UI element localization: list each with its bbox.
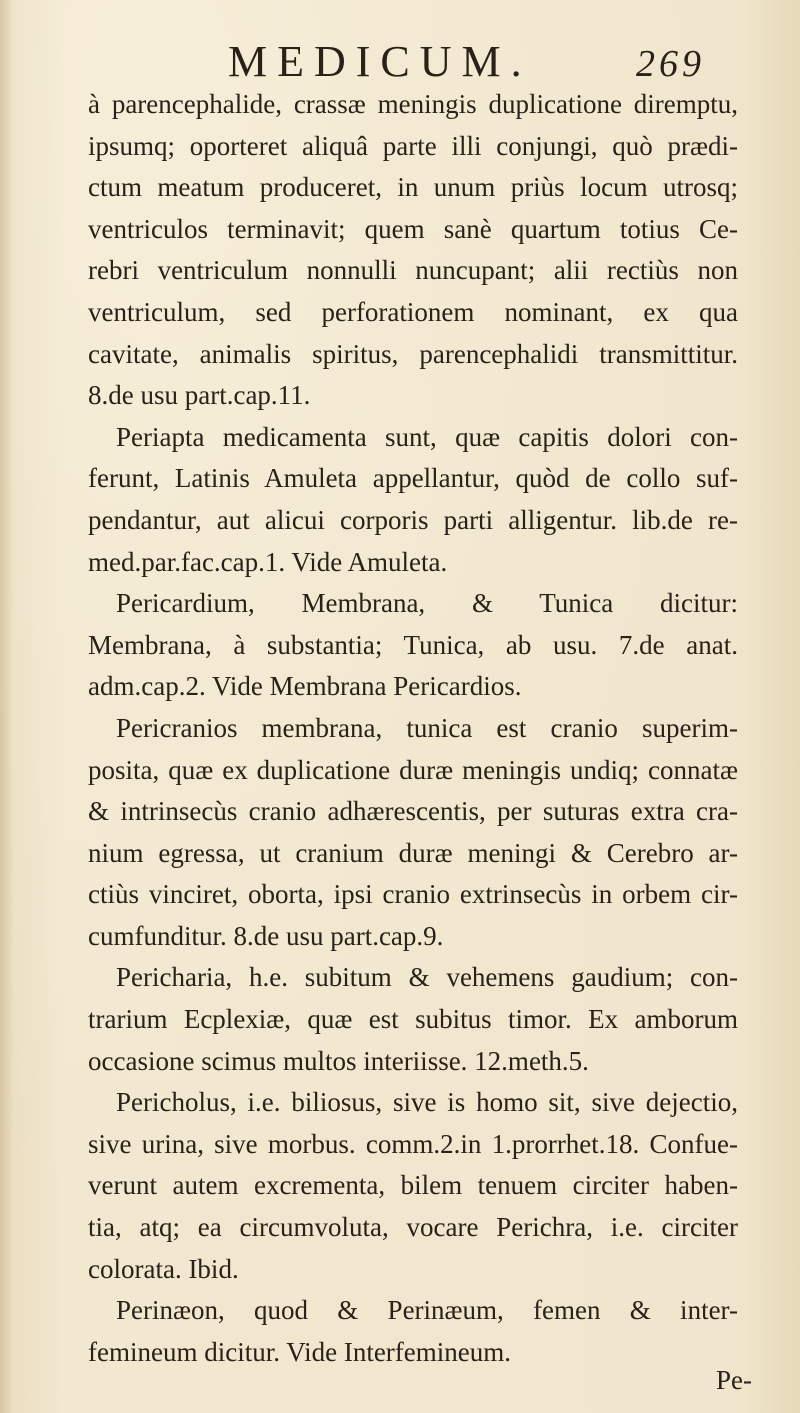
text-line: Pericardium, Membrana, & Tunica dicitur: [116,588,738,619]
text-line: rebri ventriculum nonnulli nuncupant; alii rectiùs non [88,255,738,286]
text-line: cavitate, animalis spiritus, parencephalidi transmittitur. [88,338,738,369]
body-text [88,84,738,1373]
text-line: ferunt, Latinis Amuleta appellantur, quòd de collo suf- [88,463,738,494]
page-number: 269 [636,43,705,85]
text-line: Perinæon, quod & Perinæum, femen & inter- [116,1295,738,1326]
text-line: trarium Ecplexiæ, quæ est subitus timor. Ex amborum [88,1004,738,1035]
text-line: Periapta medicamenta sunt, quæ capitis dolori con- [116,421,738,452]
text-line: occasione scimus multos interiisse. 12.meth.5. [88,1045,589,1076]
text-line: à parencephalide, crassæ meningis duplicatione diremptu, [88,89,738,119]
text-line: Membrana, à substantia; Tunica, ab usu. 7.de anat. [88,629,738,660]
text-line: pendantur, aut alicui corporis parti alligentur. lib.de re- [88,504,738,535]
text-line: ventriculum, sed perforationem nominant, ex qua [88,296,738,327]
text-line: 8.de usu part.cap.11. [88,380,311,411]
text-line: ctum meatum produceret, in unum priùs locum utrosq; [88,172,738,203]
text-line: ventriculos terminavit; quem sanè quartum totius Ce- [88,213,738,244]
text-line: cumfunditur. 8.de usu part.cap.9. [88,920,444,951]
text-line: Pericharia, h.e. subitum & vehemens gaudium; con- [116,962,738,993]
text-line: Pericholus, i.e. biliosus, sive is homo sit, sive dejectio, [116,1087,738,1118]
text-line: nium egressa, ut cranium duræ meningi & Cerebro ar- [88,837,738,868]
text-line: ipsumq; oporteret aliquâ parte illi conjungi, quò prædi- [88,130,738,161]
text-line: Pericranios membrana, tunica est cranio superim- [116,712,738,743]
catchword: Pe- [716,1365,752,1395]
text-line: tia, atq; ea circumvoluta, vocare Perichra, i.e. circiter [88,1212,738,1243]
text-line: & intrinsecùs cranio adhærescentis, per suturas extra cra- [88,796,738,827]
text-line: verunt autem excrementa, bilem tenuem circiter haben- [88,1170,738,1201]
running-head: MEDICUM. [228,37,532,86]
text-line: femineum dicitur. Vide Interfemineum. [88,1336,512,1367]
text-line: ctiùs vinciret, oborta, ipsi cranio extrinsecùs in orbem cir- [88,879,738,910]
text-line: colorata. Ibid. [88,1253,239,1284]
text-line: posita, quæ ex duplicatione duræ meningis undiq; connatæ [88,754,738,785]
text-line: adm.cap.2. Vide Membrana Pericardios. [88,671,522,702]
page-edge-shadow [0,0,14,1413]
text-line: med.par.fac.cap.1. Vide Amuleta. [88,546,448,577]
text-line: sive urina, sive morbus. comm.2.in 1.prorrhet.18. Confue- [88,1128,738,1159]
